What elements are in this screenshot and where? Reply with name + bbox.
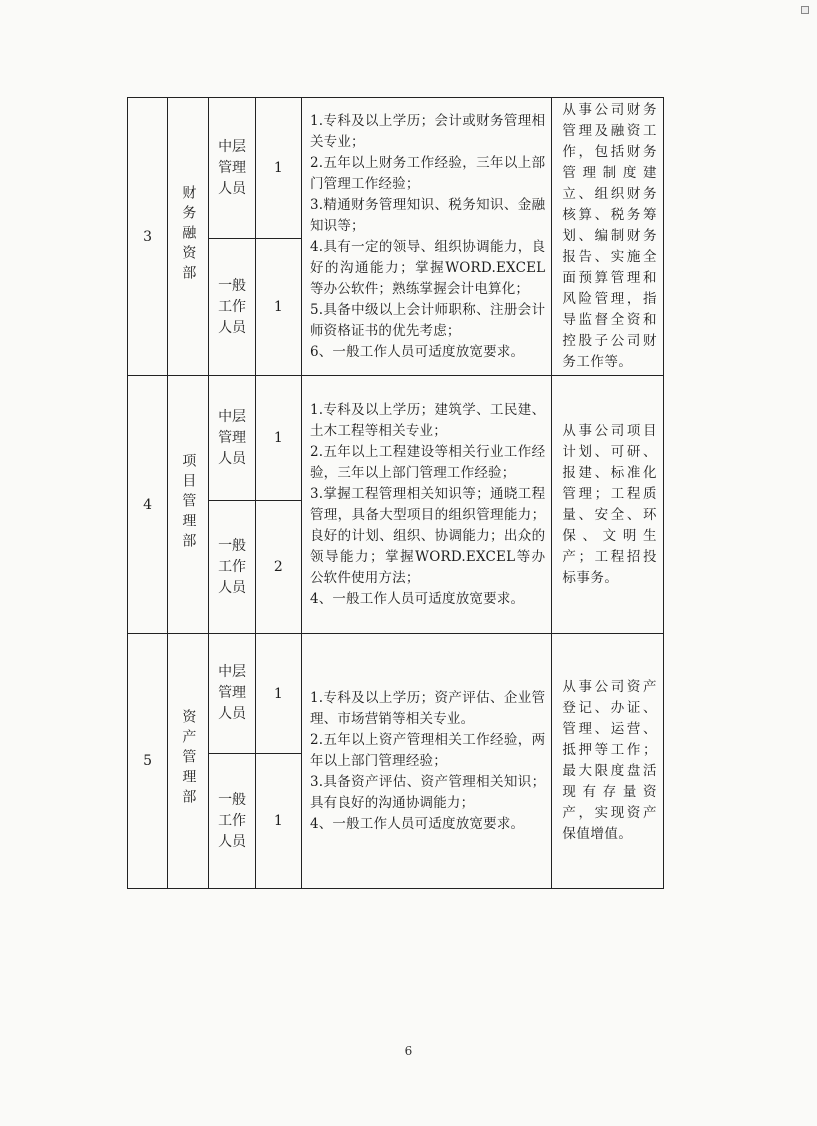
duties-cell xyxy=(552,98,664,376)
requirement-item: 1.专科及以上学历；资产评估、企业管理、市场营销等相关专业。 xyxy=(309,689,546,727)
requirement-item: 5.具备中级以上会计师职称、注册会计师资格证书的优先考虑； xyxy=(309,301,546,339)
role-cell xyxy=(209,501,255,634)
requirement-item: 1.专科及以上学历；建筑学、工民建、土木工程等相关专业； xyxy=(309,401,546,439)
requirement-item: 1.专科及以上学历；会计或财务管理相关专业； xyxy=(309,112,546,150)
role-title: 中层管理人员 xyxy=(218,138,247,197)
page-number: 6 xyxy=(404,1044,413,1058)
duties-text: 从事公司财务管理及融资工作，包括财务管理制度建立、组织财务核算、税务筹划、编制财务报告、实施全面预算管理和风险管理，指导监督全资和控股子公司财务工作等。 xyxy=(562,102,657,370)
requirements-cell xyxy=(301,98,551,376)
duties-cell xyxy=(552,376,664,634)
table-row xyxy=(128,634,664,754)
role-cell xyxy=(209,376,255,501)
role-title: 中层管理人员 xyxy=(218,408,247,467)
department-label: 财务融资部 xyxy=(180,184,197,285)
role-cell xyxy=(209,239,255,376)
role-title: 一般工作人员 xyxy=(218,277,247,336)
duties-text: 从事公司资产登记、办证、管理、运营、抵押等工作；最大限度盘活现有存量资产，实现资产保值增值。 xyxy=(562,679,657,842)
role-title: 中层管理人员 xyxy=(218,664,247,722)
headcount: 1 xyxy=(255,239,301,376)
requirements-cell xyxy=(301,634,551,889)
scan-corner-mark xyxy=(801,6,809,14)
requirement-item: 4、一般工作人员可适度放宽要求。 xyxy=(309,815,525,832)
row-number: 4 xyxy=(128,376,168,634)
role-cell xyxy=(209,754,255,889)
requirement-item: 2.五年以上工程建设等相关行业工作经验，三年以上部门管理工作经验； xyxy=(309,443,546,481)
requirement-item: 4、一般工作人员可适度放宽要求。 xyxy=(309,590,525,607)
requirements-cell xyxy=(301,376,551,634)
headcount: 1 xyxy=(255,376,301,501)
role-cell xyxy=(209,98,255,239)
duties-cell xyxy=(552,634,664,889)
department-name xyxy=(168,376,209,634)
headcount: 2 xyxy=(255,501,301,634)
headcount: 1 xyxy=(255,634,301,754)
table-row xyxy=(128,98,664,239)
requirement-item: 4.具有一定的领导、组织协调能力，良好的沟通能力；掌握WORD.EXCEL等办公软件；熟练掌握会计电算化； xyxy=(309,238,546,297)
duties-text: 从事公司项目计划、可研、报建、标准化管理；工程质量、安全、环保、文明生产；工程招投标事务。 xyxy=(562,422,657,586)
department-label: 资产管理部 xyxy=(180,709,197,809)
recruitment-table xyxy=(127,97,664,889)
requirement-item: 6、一般工作人员可适度放宽要求。 xyxy=(309,343,525,360)
row-number: 3 xyxy=(128,98,168,376)
table-row xyxy=(128,376,664,501)
requirement-item: 3.精通财务管理知识、税务知识、金融知识等； xyxy=(309,196,546,234)
requirement-item: 3.掌握工程管理相关知识等；通晓工程管理，具备大型项目的组织管理能力；良好的计划、组织、协调能力；出众的领导能力；掌握WORD.EXCEL等办公软件使用方法； xyxy=(309,485,546,586)
role-title: 一般工作人员 xyxy=(218,791,247,850)
department-name xyxy=(168,634,209,889)
requirement-item: 2.五年以上财务工作经验，三年以上部门管理工作经验； xyxy=(309,154,546,192)
headcount: 1 xyxy=(255,98,301,239)
role-cell xyxy=(209,634,255,754)
requirement-item: 2.五年以上资产管理相关工作经验，两年以上部门管理经验； xyxy=(309,731,546,769)
requirement-item: 3.具备资产评估、资产管理相关知识；具有良好的沟通协调能力； xyxy=(309,773,546,811)
department-label: 项目管理部 xyxy=(180,452,197,553)
row-number: 5 xyxy=(128,634,168,889)
headcount: 1 xyxy=(255,754,301,889)
role-title: 一般工作人员 xyxy=(218,537,247,596)
department-name xyxy=(168,98,209,376)
